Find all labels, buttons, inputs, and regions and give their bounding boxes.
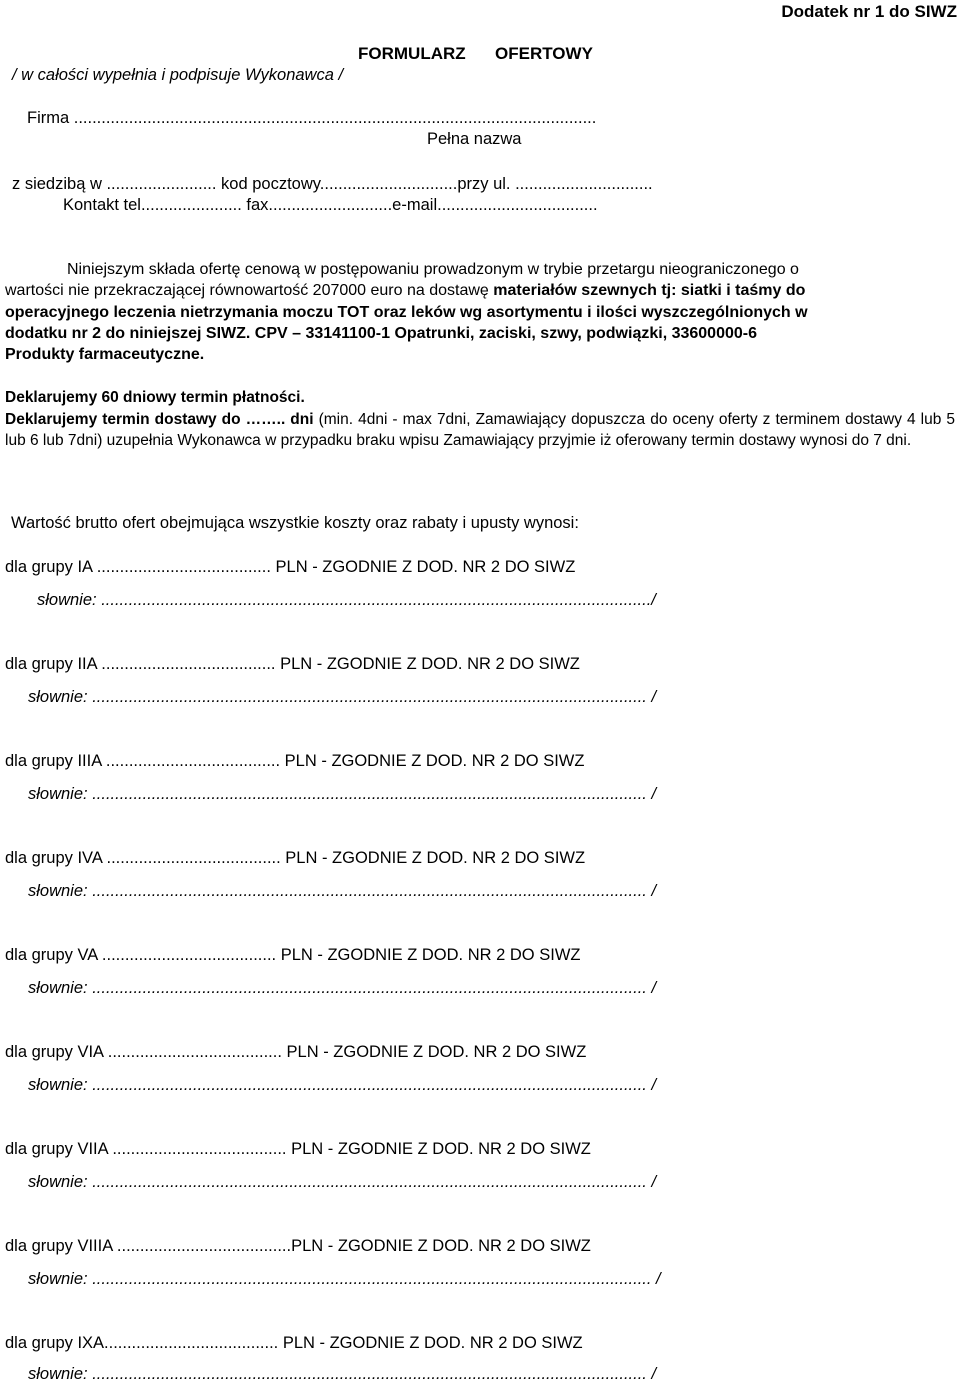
group-via-words[interactable]: słownie: ......................................................................................................................... / <box>28 1076 657 1094</box>
intro-line-1: Niniejszym składa ofertę cenową w postępowaniu prowadzonym w trybie przetargu nieograniczonego o <box>67 261 799 278</box>
form-title-formularz: FORMULARZ <box>358 44 466 63</box>
group-viiia-words[interactable]: słownie: .......................................................................................................................... / <box>28 1270 661 1288</box>
delivery-term-text: (min. 4dni - max 7dni, Zamawiający dopuszcza do oceny oferty z terminem dostawy 4 lub 5 lub 6 lub 7dni) uzupełnia Wykonawca w przypadku braku wpisu Zamawiający przyjmie iż oferowany termin dostawy wynosi do 7 dni. <box>5 411 956 449</box>
group-ia-words[interactable]: słownie: ......................................................................................................................../ <box>37 591 656 609</box>
form-subtitle: / w całości wypełnia i podpisuje Wykonawca / <box>12 66 344 84</box>
company-full-name-label: Pełna nazwa <box>427 130 522 148</box>
intro-line-3: operacyjnego leczenia nietrzymania moczu TOT oraz leków wg asortymentu i ilości wyszczególnionych w <box>5 304 808 321</box>
group-iva-words[interactable]: słownie: ......................................................................................................................... / <box>28 882 657 900</box>
intro-line-4: dodatku nr 2 do niniejszej SIWZ. CPV – 33141100-1 Opatrunki, zaciski, szwy, podwiązki, 33600000-6 <box>5 325 757 342</box>
attachment-label: Dodatek nr 1 do SIWZ <box>781 2 957 21</box>
group-iia-words[interactable]: słownie: ......................................................................................................................... / <box>28 688 657 706</box>
intro-line-2-plain: wartości nie przekraczającej równowartość 207000 euro na dostawę <box>5 282 494 299</box>
group-ixa-label[interactable]: dla grupy IXA...................................... PLN - ZGODNIE Z DOD. NR 2 DO SIWZ <box>5 1334 583 1352</box>
delivery-term-declaration <box>5 409 955 451</box>
group-va-label[interactable]: dla grupy VA ...................................... PLN - ZGODNIE Z DOD. NR 2 DO SIWZ <box>5 946 581 964</box>
delivery-term-bold: Deklarujemy termin dostawy do …….. dni <box>5 411 314 428</box>
intro-line-2-bold: materiałów szewnych tj: siatki i taśmy do <box>493 282 806 299</box>
group-iiia-words[interactable]: słownie: ......................................................................................................................... / <box>28 785 657 803</box>
group-viiia-label[interactable]: dla grupy VIIIA ......................................PLN - ZGODNIE Z DOD. NR 2 DO SIWZ <box>5 1237 591 1255</box>
company-contact-field[interactable]: Kontakt tel...................... fax...........................e-mail................................... <box>63 196 598 214</box>
intro-line-2 <box>5 283 805 299</box>
payment-term-declaration: Deklarujemy 60 dniowy termin płatności. <box>5 389 305 406</box>
group-via-label[interactable]: dla grupy VIA ...................................... PLN - ZGODNIE Z DOD. NR 2 DO SIWZ <box>5 1043 587 1061</box>
intro-line-5: Produkty farmaceutyczne. <box>5 346 205 363</box>
group-va-words[interactable]: słownie: ......................................................................................................................... / <box>28 979 657 997</box>
company-firma-field[interactable]: Firma .................................................................................................................. <box>27 109 597 127</box>
value-heading: Wartość brutto ofert obejmująca wszystkie koszty oraz rabaty i upusty wynosi: <box>11 514 579 532</box>
group-ia-label[interactable]: dla grupy IA ...................................... PLN - ZGODNIE Z DOD. NR 2 DO SIWZ <box>5 558 576 576</box>
group-viia-words[interactable]: słownie: ......................................................................................................................... / <box>28 1173 657 1191</box>
group-iiia-label[interactable]: dla grupy IIIA ...................................... PLN - ZGODNIE Z DOD. NR 2 DO SIWZ <box>5 752 585 770</box>
group-iia-label[interactable]: dla grupy IIA ...................................... PLN - ZGODNIE Z DOD. NR 2 DO SIWZ <box>5 655 580 673</box>
group-ixa-words[interactable]: słownie: ......................................................................................................................... / <box>28 1365 657 1383</box>
group-viia-label[interactable]: dla grupy VIIA ...................................... PLN - ZGODNIE Z DOD. NR 2 DO SIWZ <box>5 1140 591 1158</box>
company-seat-field[interactable]: z siedzibą w ........................ kod pocztowy..............................przy ul. .............................. <box>12 175 653 193</box>
group-iva-label[interactable]: dla grupy IVA ...................................... PLN - ZGODNIE Z DOD. NR 2 DO SIWZ <box>5 849 586 867</box>
form-title-ofertowy: OFERTOWY <box>495 44 593 63</box>
